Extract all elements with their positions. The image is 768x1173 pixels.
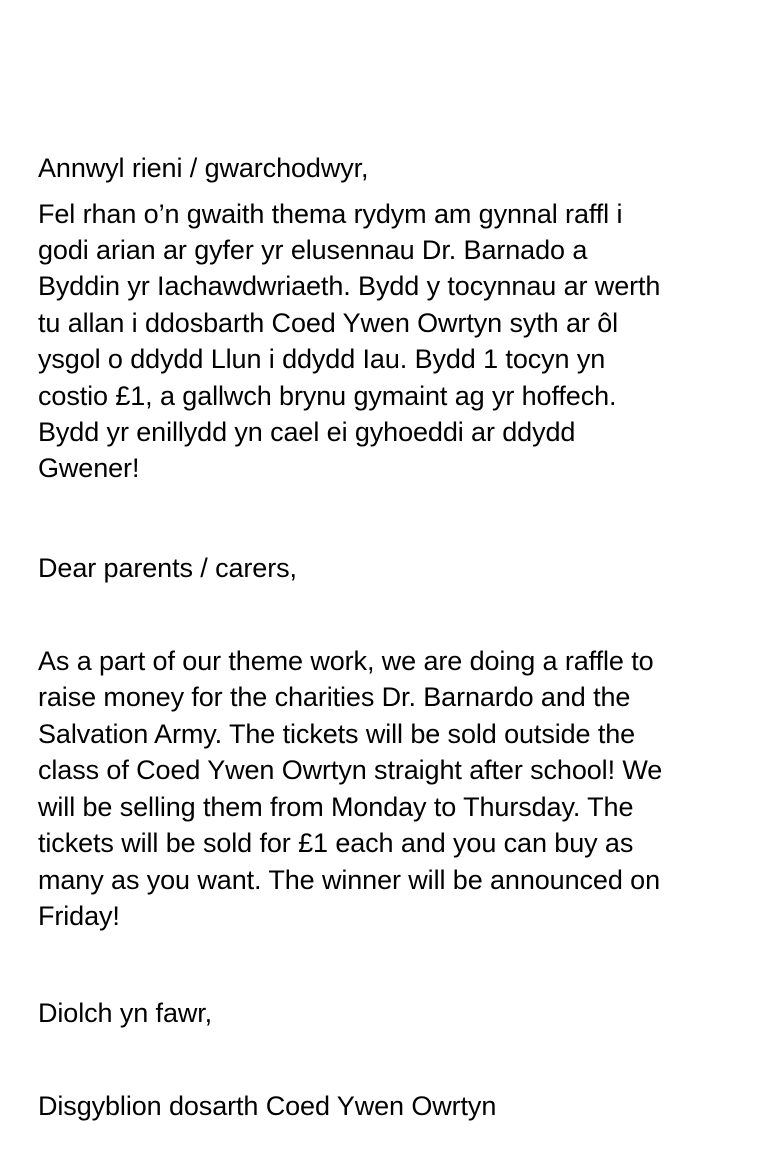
welsh-body-line: tu allan i ddosbarth Coed Ywen Owrtyn syth ar ôl	[38, 308, 619, 338]
english-body-line: will be selling them from Monday to Thursday. The	[38, 792, 634, 822]
welsh-body-line: Fel rhan o’n gwaith thema rydym am gynnal raffl i	[38, 199, 623, 229]
english-body-line: many as you want. The winner will be announced on	[38, 865, 660, 895]
english-body-line: tickets will be sold for £1 each and you can buy as	[38, 828, 634, 858]
welsh-body-line: godi arian ar gyfer yr elusennau Dr. Barnado a	[38, 235, 588, 265]
english-body-line: Salvation Army. The tickets will be sold outside the	[38, 719, 636, 749]
english-body-line: raise money for the charities Dr. Barnardo and the	[38, 682, 631, 712]
signature: Disgyblion dosarth Coed Ywen Owrtyn	[38, 1091, 497, 1121]
welsh-body-line: ysgol o ddydd Llun i ddydd Iau. Bydd 1 tocyn yn	[38, 344, 606, 374]
english-body-line: class of Coed Ywen Owrtyn straight after school! We	[38, 755, 663, 785]
welsh-body-line: Gwener!	[38, 453, 140, 483]
welsh-greeting: Annwyl rieni / gwarchodwyr,	[38, 153, 369, 183]
english-body-line: As a part of our theme work, we are doing a raffle to	[38, 646, 654, 676]
sign-off: Diolch yn fawr,	[38, 998, 213, 1028]
english-body-line: Friday!	[38, 901, 120, 931]
welsh-body-line: Byddin yr Iachawdwriaeth. Bydd y tocynnau ar werth	[38, 271, 661, 301]
welsh-body-line: costio £1, a gallwch brynu gymaint ag yr hoffech.	[38, 381, 617, 411]
welsh-body-line: Bydd yr enillydd yn cael ei gyhoeddi ar ddydd	[38, 417, 576, 447]
english-greeting: Dear parents / carers,	[38, 553, 297, 583]
